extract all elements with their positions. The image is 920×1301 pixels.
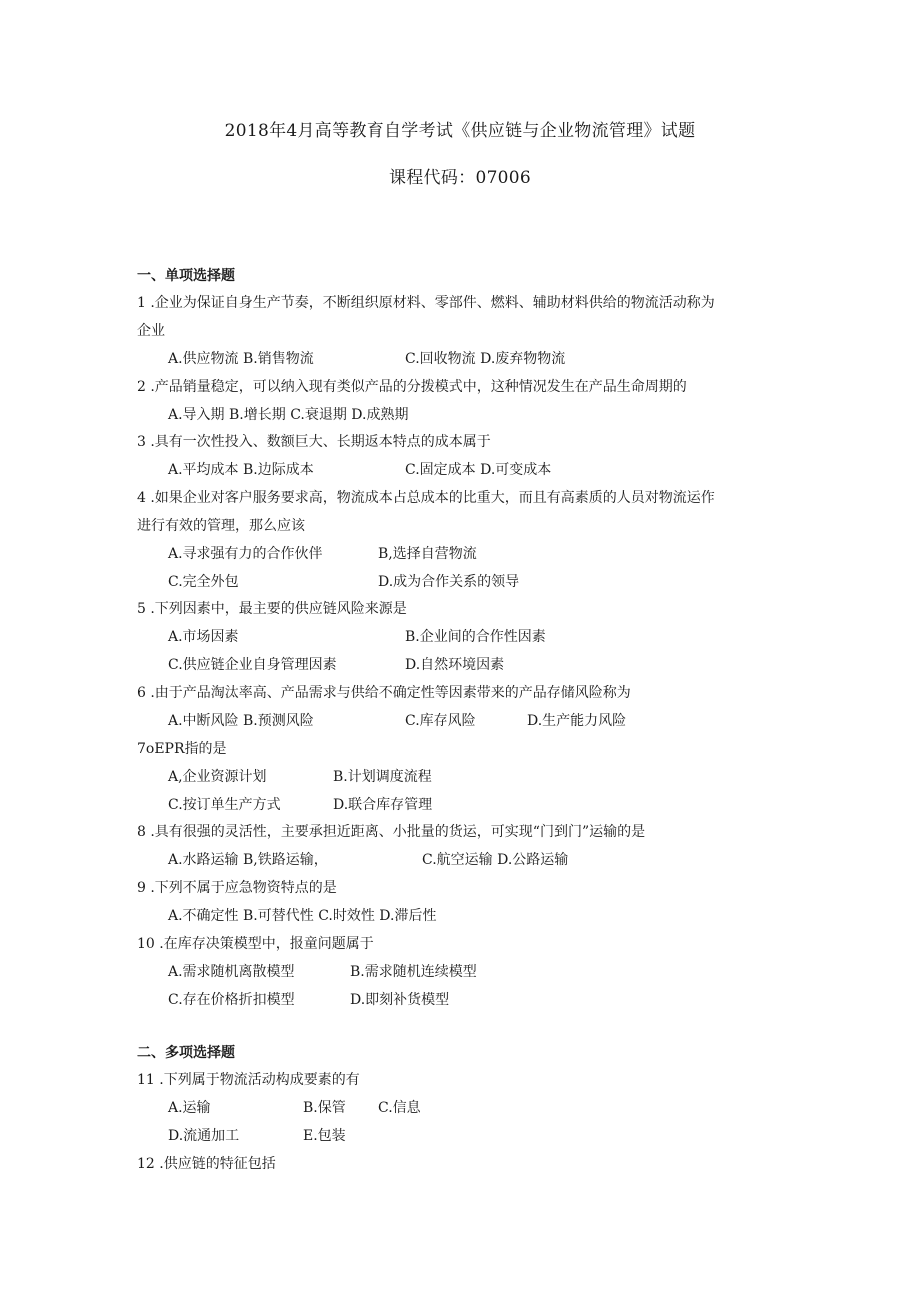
question-2-options: A.导入期 B.增长期 C.衰退期 D.成熟期 <box>168 407 409 423</box>
question-10-option-d: D.即刻补货模型 <box>350 992 450 1008</box>
question-6-option-d: D.生产能力风险 <box>527 713 627 729</box>
question-11-option-c: C.信息 <box>378 1100 421 1116</box>
question-3-options-cd: C.固定成本 D.可变成本 <box>405 462 552 478</box>
question-1-text-cont: 企业 <box>137 323 165 339</box>
question-11-text: 11 .下列属于物流活动构成要素的有 <box>137 1072 360 1088</box>
question-1-options-cd: C.回收物流 D.废弃物物流 <box>405 351 566 367</box>
question-7-option-d: D.联合库存管理 <box>333 797 433 813</box>
question-8-options-ab: A.水路运输 B,铁路运输， <box>168 852 328 868</box>
exam-title: 2018年4月高等教育自学考试《供应链与企业物流管理》试题 <box>224 121 696 141</box>
question-5-option-b: B.企业间的合作性因素 <box>405 629 546 645</box>
question-11-option-b: B.保管 <box>303 1100 346 1116</box>
question-5-text: 5 .下列因素中，最主要的供应链风险来源是 <box>137 601 407 617</box>
question-10-text: 10 .在库存决策模型中，报童问题属于 <box>137 936 374 952</box>
question-5-option-d: D.自然环境因素 <box>405 657 505 673</box>
question-6-text: 6 .由于产品淘汰率高、产品需求与供给不确定性等因素带来的产品存储风险称为 <box>137 685 631 701</box>
question-2-text: 2 .产品销量稳定，可以纳入现有类似产品的分拨模式中，这种情况发生在产品生命周期的 <box>137 379 687 395</box>
question-3-text: 3 .具有一次性投入、数额巨大、长期返本特点的成本属于 <box>137 434 491 450</box>
question-4-text: 4 .如果企业对客户服务要求高，物流成本占总成本的比重大，而且有高素质的人员对物流运作 <box>137 490 715 506</box>
question-7-option-b: B.计划调度流程 <box>333 769 432 785</box>
question-1-options-ab: A.供应物流 B.销售物流 <box>168 351 314 367</box>
question-5-option-c: C.供应链企业自身管理因素 <box>168 657 337 673</box>
section-heading-single-choice: 一、单项选择题 <box>137 268 235 284</box>
question-6-options-ab: A.中断风险 B.预测风险 <box>168 713 314 729</box>
question-5-option-a: A.市场因素 <box>168 629 239 645</box>
question-10-option-b: B.需求随机连续模型 <box>350 964 477 980</box>
question-3-options-ab: A.平均成本 B.边际成本 <box>168 462 314 478</box>
question-10-option-a: A.需求随机离散模型 <box>168 964 295 980</box>
question-8-options-cd: C.航空运输 D.公路运输 <box>422 852 569 868</box>
question-9-options: A.不确定性 B.可替代性 C.时效性 D.滞后性 <box>168 908 437 924</box>
question-4-option-a: A.寻求强有力的合作伙伴 <box>168 546 323 562</box>
question-4-option-b: B,选择自营物流 <box>378 546 477 562</box>
question-6-option-c: C.库存风险 <box>405 713 476 729</box>
question-11-option-e: E.包装 <box>303 1128 346 1144</box>
question-11-option-a: A.运输 <box>168 1100 211 1116</box>
question-4-option-c: C.完全外包 <box>168 574 239 590</box>
question-7-option-c: C.按订单生产方式 <box>168 797 281 813</box>
question-8-text: 8 .具有很强的灵活性，主要承担近距离、小批量的货运，可实现“门到门”运输的是 <box>137 824 646 840</box>
section-heading-multiple-choice: 二、多项选择题 <box>137 1045 235 1061</box>
question-4-text-cont: 进行有效的管理，那么应该 <box>137 518 305 534</box>
question-10-option-c: C.存在价格折扣模型 <box>168 992 295 1008</box>
question-11-option-d: D.流通加工 <box>168 1128 240 1144</box>
question-4-option-d: D.成为合作关系的领导 <box>378 574 520 590</box>
question-12-text: 12 .供应链的特征包括 <box>137 1156 276 1172</box>
course-code: 课程代码：07006 <box>388 168 532 188</box>
question-7-option-a: A,企业资源计划 <box>168 769 267 785</box>
question-7-text: 7oEPR指的是 <box>137 741 227 757</box>
question-9-text: 9 .下列不属于应急物资特点的是 <box>137 880 337 896</box>
question-1-text: 1 .企业为保证自身生产节奏，不断组织原材料、零部件、燃料、辅助材料供给的物流活动称为 <box>137 295 715 311</box>
